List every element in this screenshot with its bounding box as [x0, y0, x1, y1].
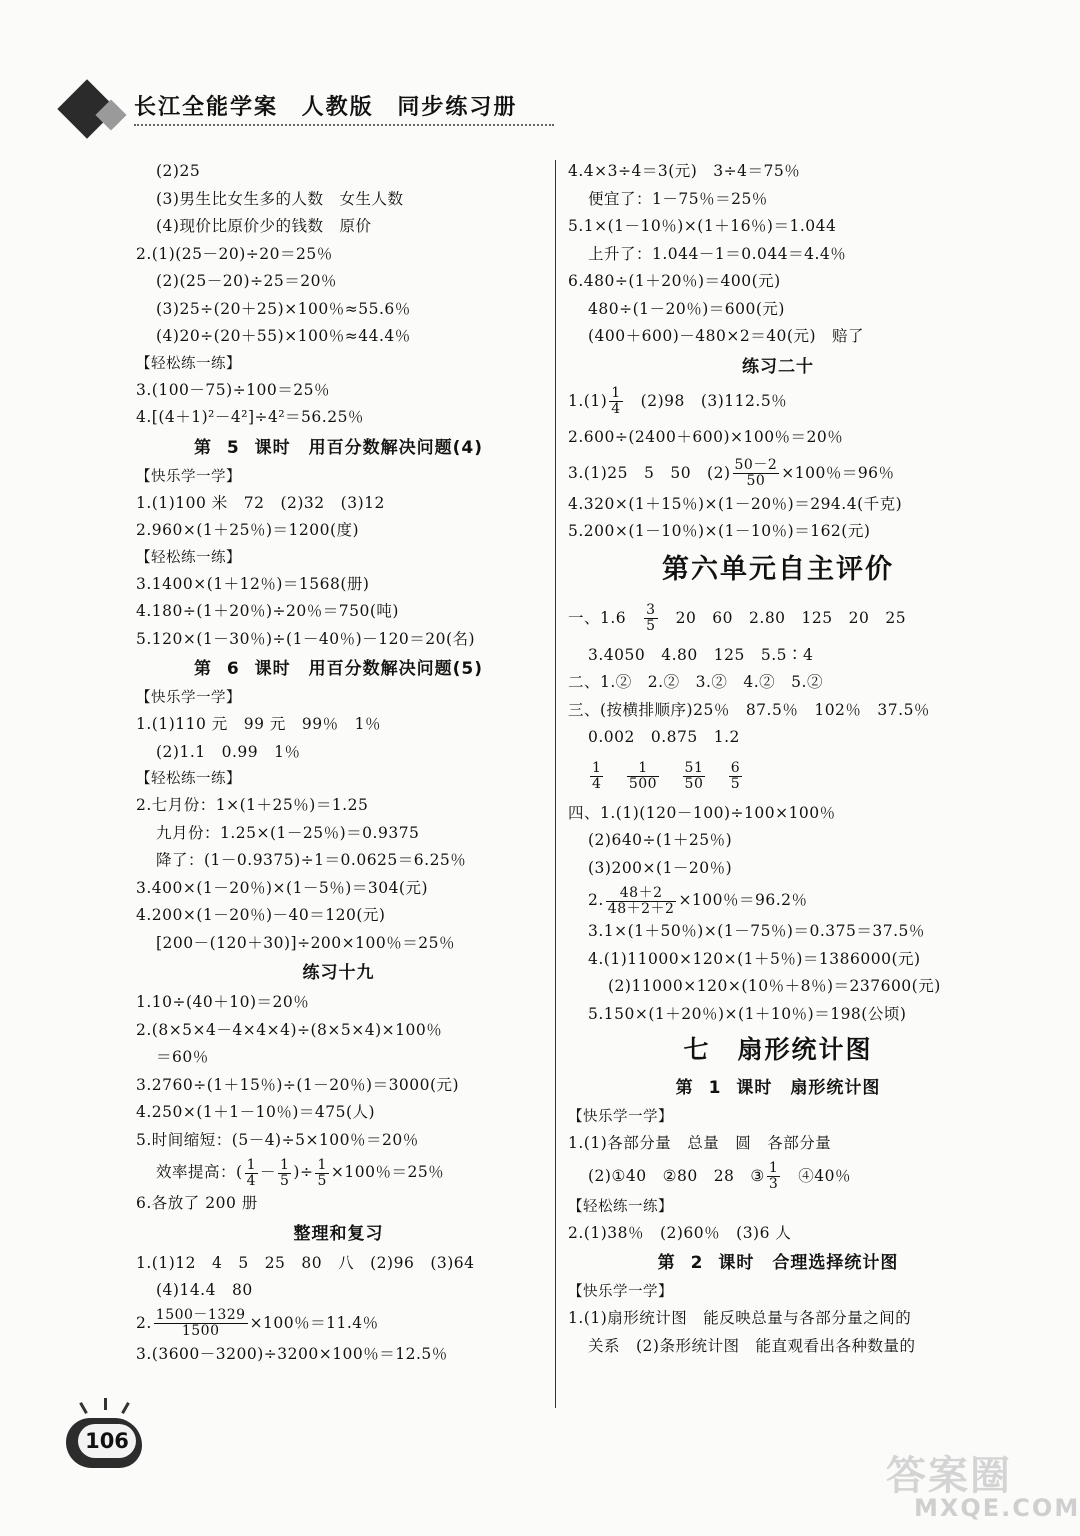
watermark-logo — [880, 1442, 1080, 1522]
answer-line: 5.1×(1－10％)×(1＋16％)＝1.044 — [568, 217, 837, 235]
answer-line: 1.(1)各部分量 总量 圆 各部分量 — [568, 1134, 832, 1152]
text-segment: (2)①40 ②80 28 ③ — [588, 1166, 765, 1185]
fraction — [644, 603, 657, 633]
text-segment: 2. — [588, 891, 604, 909]
answer-line: 4.250×(1＋1－10％)＝475(人) — [136, 1103, 376, 1121]
answer-line: 1.(1)12 4 5 25 80 八 (2)96 (3)64 — [136, 1253, 475, 1272]
text-segment: 一、1.6 — [568, 608, 643, 627]
fraction — [627, 761, 659, 791]
answer-line: 1.(1)100 米 72 (2)32 (3)12 — [136, 493, 385, 512]
text-segment: ×100％＝96.2％ — [678, 891, 808, 909]
fraction-numerator: 1 — [627, 761, 659, 777]
fraction-numerator: 51 — [684, 760, 704, 777]
fraction — [590, 761, 603, 791]
answer-line: [200－(120＋30)]÷200×100％＝25％ — [156, 933, 455, 952]
answer-line: 3.(100－75)÷100＝25％ — [136, 380, 330, 399]
page-number: 106 — [85, 1429, 129, 1453]
answer-line: 5.120×(1－30％)÷(1－40％)－120＝20(名) — [136, 629, 476, 648]
answer-line: 2.(8×5×4－4×4×4)÷(8×5×4)×100％ — [136, 1020, 443, 1039]
answer-line: (2)(25－20)÷25＝20％ — [156, 272, 337, 290]
watermark-text: 答案圈 — [886, 1453, 1012, 1499]
text-segment: 20 60 2.80 125 20 25 — [659, 608, 907, 627]
fraction-numerator: 1 — [768, 1160, 779, 1177]
answer-line: 2.(1)38％ (2)60％ (3)6 人 — [568, 1223, 792, 1242]
answer-line: 4.320×(1＋15％)×(1－20％)＝294.4(千克) — [568, 494, 903, 513]
answer-line-fraction — [136, 1154, 541, 1190]
fraction-numerator: 6 — [730, 760, 741, 777]
section-label: 【快乐学一学】 — [568, 1284, 673, 1300]
text-segment: 3.(1)25 5 50 (2) — [568, 463, 731, 482]
answer-line: 3.400×(1－20％)×(1－5％)＝304(元) — [136, 878, 429, 897]
text-segment: )÷ — [293, 1163, 314, 1181]
answer-line: ＝60％ — [156, 1048, 209, 1066]
fraction-numerator: 3 — [646, 602, 656, 619]
fraction — [683, 761, 706, 791]
answer-line: (4)14.4 80 — [156, 1281, 253, 1299]
answer-line: 6.480÷(1＋20％)＝400(元) — [568, 272, 781, 290]
fraction-denominator: 4 — [246, 1172, 256, 1189]
badge-ray-icon — [121, 1402, 130, 1414]
answer-line: (3)200×(1－20％) — [588, 858, 733, 877]
fraction-denominator: 3 — [768, 1176, 779, 1192]
answer-line: 480÷(1－20％)＝600(元) — [588, 299, 785, 318]
answer-line: (3)男生比女生多的人数 女生人数 — [156, 189, 404, 208]
answer-line: (2)25 — [156, 162, 201, 180]
exercise-title: 练习十九 — [302, 963, 375, 983]
answer-line: (2)640÷(1＋25％) — [588, 831, 733, 849]
answer-line: 2.七月份：1×(1＋25％)＝1.25 — [136, 796, 369, 814]
answer-line: (2)1.1 0.99 1％ — [156, 742, 301, 761]
text-segment: 1.(1) — [568, 391, 608, 410]
answer-line: 二、1.② 2.② 3.② 4.② 5.② — [568, 673, 823, 691]
section-label: 【快乐学一学】 — [136, 690, 241, 706]
fraction-numerator: 48＋2 — [606, 886, 677, 902]
answer-line: 3.2760÷(1＋15％)÷(1－20％)＝3000(元) — [136, 1075, 460, 1094]
fraction-denominator: 5 — [317, 1172, 327, 1189]
answer-line: (3)25÷(20＋25)×100％≈55.6％ — [156, 299, 411, 318]
answer-line: 4.[(4＋1)²－4²]÷4²＝56.25％ — [136, 408, 364, 426]
answer-line-fraction — [568, 1158, 988, 1194]
lesson-title: 第 2 课时 合理选择统计图 — [657, 1253, 899, 1273]
page-number-badge — [62, 1410, 144, 1472]
answer-line: 三、(按横排顺序)25％ 87.5％ 102％ 37.5％ — [568, 700, 930, 719]
fraction-numerator: 1 — [280, 1156, 290, 1173]
text-segment: ×100％＝11.4％ — [249, 1313, 379, 1332]
fraction-denominator: 50 — [746, 473, 766, 489]
text-segment: ×100％＝25％ — [330, 1163, 445, 1181]
answer-line: 2.(1)(25－20)÷20＝25％ — [136, 244, 333, 263]
section-label: 【快乐学一学】 — [568, 1109, 673, 1125]
answer-line-fraction — [568, 594, 988, 642]
watermark-url: MXQE.COM — [914, 1494, 1080, 1522]
fraction-numerator: 1500－1329 — [155, 1307, 246, 1324]
answer-line: 九月份：1.25×(1－25％)＝0.9375 — [156, 823, 420, 842]
answer-line: 2.600÷(2400＋600)×100％＝20％ — [568, 427, 844, 446]
fraction — [767, 1161, 780, 1191]
answer-line: 4.180÷(1＋20％)÷20％＝750(吨) — [136, 602, 399, 620]
answer-line: (2)11000×120×(10％＋8％)＝237600(元) — [608, 977, 941, 995]
review-title: 整理和复习 — [293, 1223, 384, 1244]
fraction — [154, 1308, 248, 1338]
text-segment: 效率提高：( — [156, 1163, 243, 1181]
fraction-denominator: 1500 — [181, 1323, 220, 1339]
answer-line: (400＋600)－480×2＝40(元) 赔了 — [588, 327, 865, 345]
fraction — [278, 1158, 291, 1188]
right-column — [568, 158, 988, 1360]
answer-line: 3.1400×(1＋12％)＝1568(册) — [136, 574, 370, 593]
fraction — [609, 386, 622, 416]
lesson-title: 第 6 课时 用百分数解决问题(5) — [193, 659, 484, 679]
fraction-numerator: 1 — [592, 760, 602, 777]
section-label: 【轻松练一练】 — [136, 549, 241, 566]
answer-line: 4.4×3÷4＝3(元) 3÷4＝75％ — [568, 162, 801, 180]
text-segment: (2)98 (3)112.5％ — [624, 391, 788, 410]
text-segment: ×100％＝96％ — [781, 463, 895, 482]
header-rule — [134, 124, 554, 126]
fraction-denominator: 5 — [280, 1172, 290, 1189]
fraction-denominator: 48＋2＋2 — [607, 900, 675, 917]
lesson-title: 第 5 课时 用百分数解决问题(4) — [193, 437, 484, 458]
answer-line: 关系 (2)条形统计图 能直观看出各种数量的 — [588, 1336, 916, 1355]
exercise-title: 练习二十 — [742, 356, 814, 377]
answer-line: 四、1.(1)(120－100)÷100×100％ — [568, 803, 836, 822]
section-label: 【轻松练一练】 — [136, 355, 241, 372]
answer-line: 2.960×(1＋25％)＝1200(度) — [136, 521, 360, 539]
answer-line: 3.(3600－3200)÷3200×100％＝12.5％ — [136, 1344, 448, 1363]
answer-line: 4.200×(1－20％)－40＝120(元) — [136, 906, 386, 924]
fraction — [729, 761, 742, 791]
answer-line: 5.200×(1－10％)×(1－10％)＝162(元) — [568, 522, 871, 540]
fraction — [733, 458, 780, 488]
section-label: 【轻松练一练】 — [568, 1198, 673, 1215]
fraction-numerator: 1 — [317, 1156, 327, 1173]
answer-line: 3.1×(1＋50％)×(1－75％)＝0.375＝37.5％ — [588, 922, 925, 940]
fraction-numerator: 50－2 — [734, 457, 778, 474]
text-segment: ④40％ — [782, 1166, 851, 1185]
fraction-denominator: 5 — [730, 776, 741, 792]
fraction — [606, 886, 677, 916]
answer-line: 上升了：1.044－1＝0.044＝4.4％ — [588, 244, 847, 263]
answer-line: 3.4050 4.80 125 5.5∶4 — [588, 645, 814, 664]
fraction-denominator: 4 — [611, 401, 621, 417]
answer-line: 4.(1)11000×120×(1＋5％)＝1386000(元) — [588, 949, 921, 968]
answer-line: 0.002 0.875 1.2 — [588, 728, 740, 746]
lesson-title: 第 1 课时 扇形统计图 — [675, 1078, 881, 1098]
answer-line-fractions — [568, 752, 988, 800]
column-divider — [555, 160, 556, 1408]
answer-line: 1.(1)110 元 99 元 99％ 1％ — [136, 715, 381, 733]
fraction-denominator: 50 — [684, 776, 704, 792]
left-column — [136, 158, 541, 1368]
section-label: 【快乐学一学】 — [136, 468, 241, 485]
section-label: 【轻松练一练】 — [136, 771, 241, 787]
text-segment: 2. — [136, 1313, 152, 1332]
answer-line: (4)20÷(20＋55)×100％≈44.4％ — [156, 327, 411, 345]
page-header — [56, 82, 516, 142]
answer-line: 1.10÷(40＋10)＝20％ — [136, 993, 310, 1011]
answer-line: 降了：(1－0.9375)÷1＝0.0625＝6.25％ — [156, 851, 467, 869]
text-segment: － — [259, 1163, 276, 1181]
badge-ray-icon — [104, 1398, 107, 1410]
answer-line: (4)现价比原价少的钱数 原价 — [156, 217, 372, 235]
badge-ray-icon — [79, 1402, 88, 1414]
answer-line: 5.150×(1＋20％)×(1＋10％)＝198(公顷) — [588, 1004, 907, 1023]
chapter-title: 七 扇形统计图 — [683, 1035, 873, 1064]
answer-line: 6.各放了 200 册 — [136, 1194, 258, 1212]
fraction — [315, 1158, 328, 1188]
fraction-numerator: 1 — [246, 1156, 256, 1173]
fraction-denominator: 5 — [646, 618, 656, 634]
fraction-numerator: 1 — [611, 385, 621, 402]
answer-line-fraction — [568, 383, 988, 419]
fraction-denominator: 500 — [628, 776, 658, 792]
answer-line: 1.(1)扇形统计图 能反映总量与各部分量之间的 — [568, 1309, 912, 1327]
fraction-denominator: 4 — [592, 776, 602, 792]
header-title: 长江全能学案 人教版 同步练习册 — [134, 94, 518, 120]
answer-line-fraction — [136, 1305, 541, 1341]
answer-line: 便宜了：1－75％＝25％ — [588, 189, 768, 208]
fraction — [245, 1158, 258, 1188]
answer-line-fraction — [568, 455, 988, 491]
answer-line: 5.时间缩短：(5－4)÷5×100％＝20％ — [136, 1130, 419, 1149]
unit-title: 第六单元自主评价 — [662, 553, 894, 585]
answer-line-fraction — [568, 882, 988, 918]
